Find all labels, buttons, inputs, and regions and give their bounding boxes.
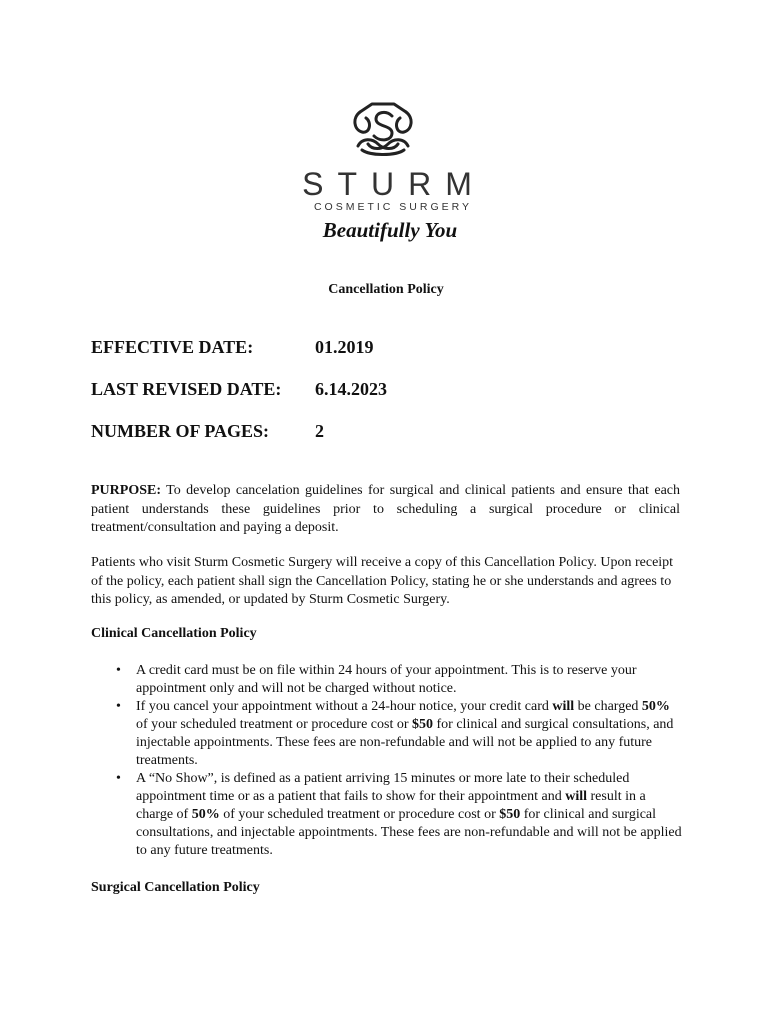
emphasis-text: will xyxy=(552,699,575,714)
emphasis-text: will xyxy=(565,789,588,804)
number-of-pages-label: NUMBER OF PAGES: xyxy=(91,421,269,441)
list-item-text: for clinical and surgical consultations, and injectable appointments. These fees are non-refundable and will not be applied to any future treatments. xyxy=(136,717,674,768)
list-item-text: result in a charge of xyxy=(136,789,646,822)
purpose-label: PURPOSE: xyxy=(91,483,161,498)
list-item-text: A “No Show”, is defined as a patient arriving 15 minutes or more late to their scheduled appointment time or as a patient that fails to show for their appointment and xyxy=(136,771,630,804)
clinical-policy-list xyxy=(91,662,683,860)
list-item-text: of your scheduled treatment or procedure cost or xyxy=(219,807,500,822)
emphasis-text: $50 xyxy=(412,717,434,732)
list-item-text: for clinical and surgical consultations, and injectable appointments. These fees are non-refundable and will not be applied to any future treatments. xyxy=(136,807,682,858)
intro-paragraph: Patients who visit Sturm Cosmetic Surgery will receive a copy of this Cancellation Policy. Upon receipt of the policy, each patient shall sign the Cancellation Policy, stating he or she understands and agrees to this policy, as amended, or updated by Sturm Cosmetic Surgery. xyxy=(91,555,674,607)
last-revised-date-label: LAST REVISED DATE: xyxy=(91,379,282,399)
list-item-text: of your scheduled treatment or procedure cost or xyxy=(136,717,413,732)
effective-date-value: 01.2019 xyxy=(315,337,374,357)
list-item-text: be charged xyxy=(574,699,642,714)
list-item xyxy=(91,662,683,698)
clinical-cancellation-heading: Clinical Cancellation Policy xyxy=(91,626,257,641)
document-title: Cancellation Policy xyxy=(328,282,444,297)
emphasis-text: $50 xyxy=(499,807,521,822)
sturm-logo-icon xyxy=(348,100,418,158)
brand-subtitle: COSMETIC SURGERY xyxy=(313,201,473,213)
bullet-icon: • xyxy=(116,699,121,714)
list-item xyxy=(91,770,683,860)
last-revised-date-value: 6.14.2023 xyxy=(315,379,387,399)
brand-tagline: Beautifully You xyxy=(322,218,458,242)
list-item-text: If you cancel your appointment without a 24-hour notice, your credit card xyxy=(136,699,553,714)
bullet-icon: • xyxy=(116,663,121,678)
surgical-cancellation-heading: Surgical Cancellation Policy xyxy=(91,880,260,895)
number-of-pages-value: 2 xyxy=(315,421,324,441)
effective-date-label: EFFECTIVE DATE: xyxy=(91,337,254,357)
brand-name: STURM xyxy=(302,166,486,202)
list-item xyxy=(91,698,683,770)
purpose-paragraph xyxy=(91,482,680,538)
bullet-icon: • xyxy=(116,771,121,786)
emphasis-text: 50% xyxy=(191,807,220,822)
emphasis-text: 50% xyxy=(641,699,670,714)
purpose-text: To develop cancelation guidelines for surgical and clinical patients and ensure that each patient understands these guidelines prior to scheduling a surgical procedure or clinical treatment/consultation and paying a deposit. xyxy=(91,483,680,535)
list-item-text: A credit card must be on file within 24 hours of your appointment. This is to reserve your appointment only and will not be charged without notice. xyxy=(136,663,637,696)
